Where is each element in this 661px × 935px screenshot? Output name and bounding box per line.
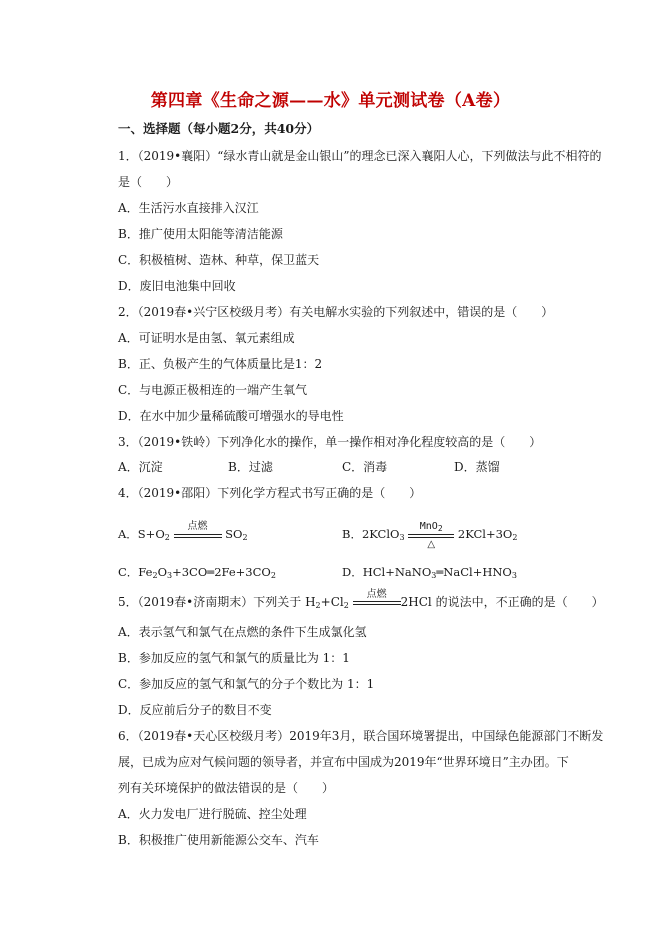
q5-reaction-arrow [353,589,401,605]
q4-stem: 4．（2019•邵阳）下列化学方程式书写正确的是（ ） [118,486,422,500]
q4-b-catalyst [408,520,454,534]
q5-stem-prefix: 5．（2019春•济南期末）下列关于 H [118,595,316,609]
q6-option-b: B．积极推广使用新能源公交车、汽车 [118,833,319,847]
q6-stem-line1: 6．（2019春•天心区校级月考）2019年3月，联合国环境署提出，中国绿色能源部门不断发 [118,729,604,743]
q6-stem-line2: 展，已成为应对气候问题的领导者，并宣布中国成为2019年“世界环境日”主办团。下 [118,755,569,769]
q6-option-a: A．火力发电厂进行脱硫、控尘处理 [118,807,307,821]
q4-c-part3: +3CO═2Fe+3CO [172,565,271,579]
q3-option-d: D．蒸馏 [454,460,500,474]
q4-b-reactant-sub: 3 [399,533,405,542]
q4-b-catalyst-sub: 2 [437,523,443,533]
q3-option-c: C．消毒 [342,460,388,474]
q4-c-part2: O [157,565,167,579]
q4-b-product: 2KCl+3O [457,527,513,541]
q4-a-product: SO [225,527,243,541]
q5-option-d: D．反应前后分子的数目不变 [118,703,272,717]
q4-option-c [118,565,276,579]
q4-c-sub2: 3 [167,571,173,580]
q5-option-c: C．参加反应的氢气和氯气的分子个数比为 1：1 [118,677,375,691]
q2-stem: 2．（2019春•兴宁区校级月考）有关电解水实验的下列叙述中，错误的是（ ） [118,305,554,319]
q4-a-reactant-sub: 2 [164,533,170,542]
q4-option-a [118,520,248,542]
q2-option-c: C．与电源正极相连的一端产生氧气 [118,383,308,397]
q5-option-b: B．参加反应的氢气和氯气的质量比为 1：1 [118,651,350,665]
q1-stem-line2: 是（ ） [118,175,179,189]
q4-d-part2: ═NaCl+HNO [436,565,512,579]
q4-b-reaction-arrow [408,520,454,550]
q3-option-a: A．沉淀 [118,460,163,474]
q1-stem-line1: 1．（2019•襄阳）“绿水青山就是金山银山”的理念已深入襄阳人心，下列做法与此不相符的 [118,149,602,163]
q5-option-a: A．表示氢气和氯气在点燃的条件下生成氯化氢 [118,625,367,639]
q5-cl2-sub: 2 [343,601,349,610]
section-heading: 一、选择题（每小题2分，共40分） [118,121,320,136]
q4-b-product-sub: 2 [512,533,518,542]
q4-c-sub3: 2 [270,571,276,580]
q4-b-reactant: B．2KClO [342,527,400,541]
q1-option-a: A．生活污水直接排入汉江 [118,201,259,215]
q3-option-b: B．过滤 [228,460,273,474]
q4-c-sub1: 2 [152,571,158,580]
q3-stem: 3．（2019•铁岭）下列净化水的操作，单一操作相对净化程度较高的是（ ） [118,435,542,449]
q2-option-b: B．正、负极产生的气体质量比是1：2 [118,357,323,371]
q5-stem [118,589,604,610]
q4-b-catalyst-text: MnO [419,520,438,532]
q5-h2-sub: 2 [315,601,321,610]
q1-option-c: C．积极植树、造林、种草，保卫蓝天 [118,253,320,267]
q4-a-reactant: A．S+O [118,527,165,541]
q4-d-sub1: 3 [431,571,437,580]
q4-d-part1: D．HCl+NaNO [342,565,432,579]
q4-a-product-sub: 2 [242,533,248,542]
q5-stem-suffix: 2HCl 的说法中，不正确的是（ ） [400,595,604,609]
q6-stem-line3: 列有关环境保护的做法错误的是（ ） [118,781,335,795]
q4-option-b [342,520,518,550]
q4-option-d [342,565,517,579]
q4-a-condition: 点燃 [187,520,208,532]
q1-option-b: B．推广使用太阳能等清洁能源 [118,227,283,241]
q4-d-sub2: 3 [511,571,517,580]
q2-option-d: D．在水中加少量稀硫酸可增强水的导电性 [118,409,344,423]
q5-condition: 点燃 [366,589,387,600]
q2-option-a: A．可证明水是由氢、氧元素组成 [118,331,295,345]
q4-c-part1: C．Fe [118,565,153,579]
q5-stem-mid: +Cl [320,595,344,609]
q1-option-d: D．废旧电池集中回收 [118,279,236,293]
q4-a-reaction-arrow [174,520,222,538]
q4-b-heat-symbol: △ [427,538,436,550]
page-title: 第四章《生命之源——水》单元测试卷（A卷） [150,91,511,111]
